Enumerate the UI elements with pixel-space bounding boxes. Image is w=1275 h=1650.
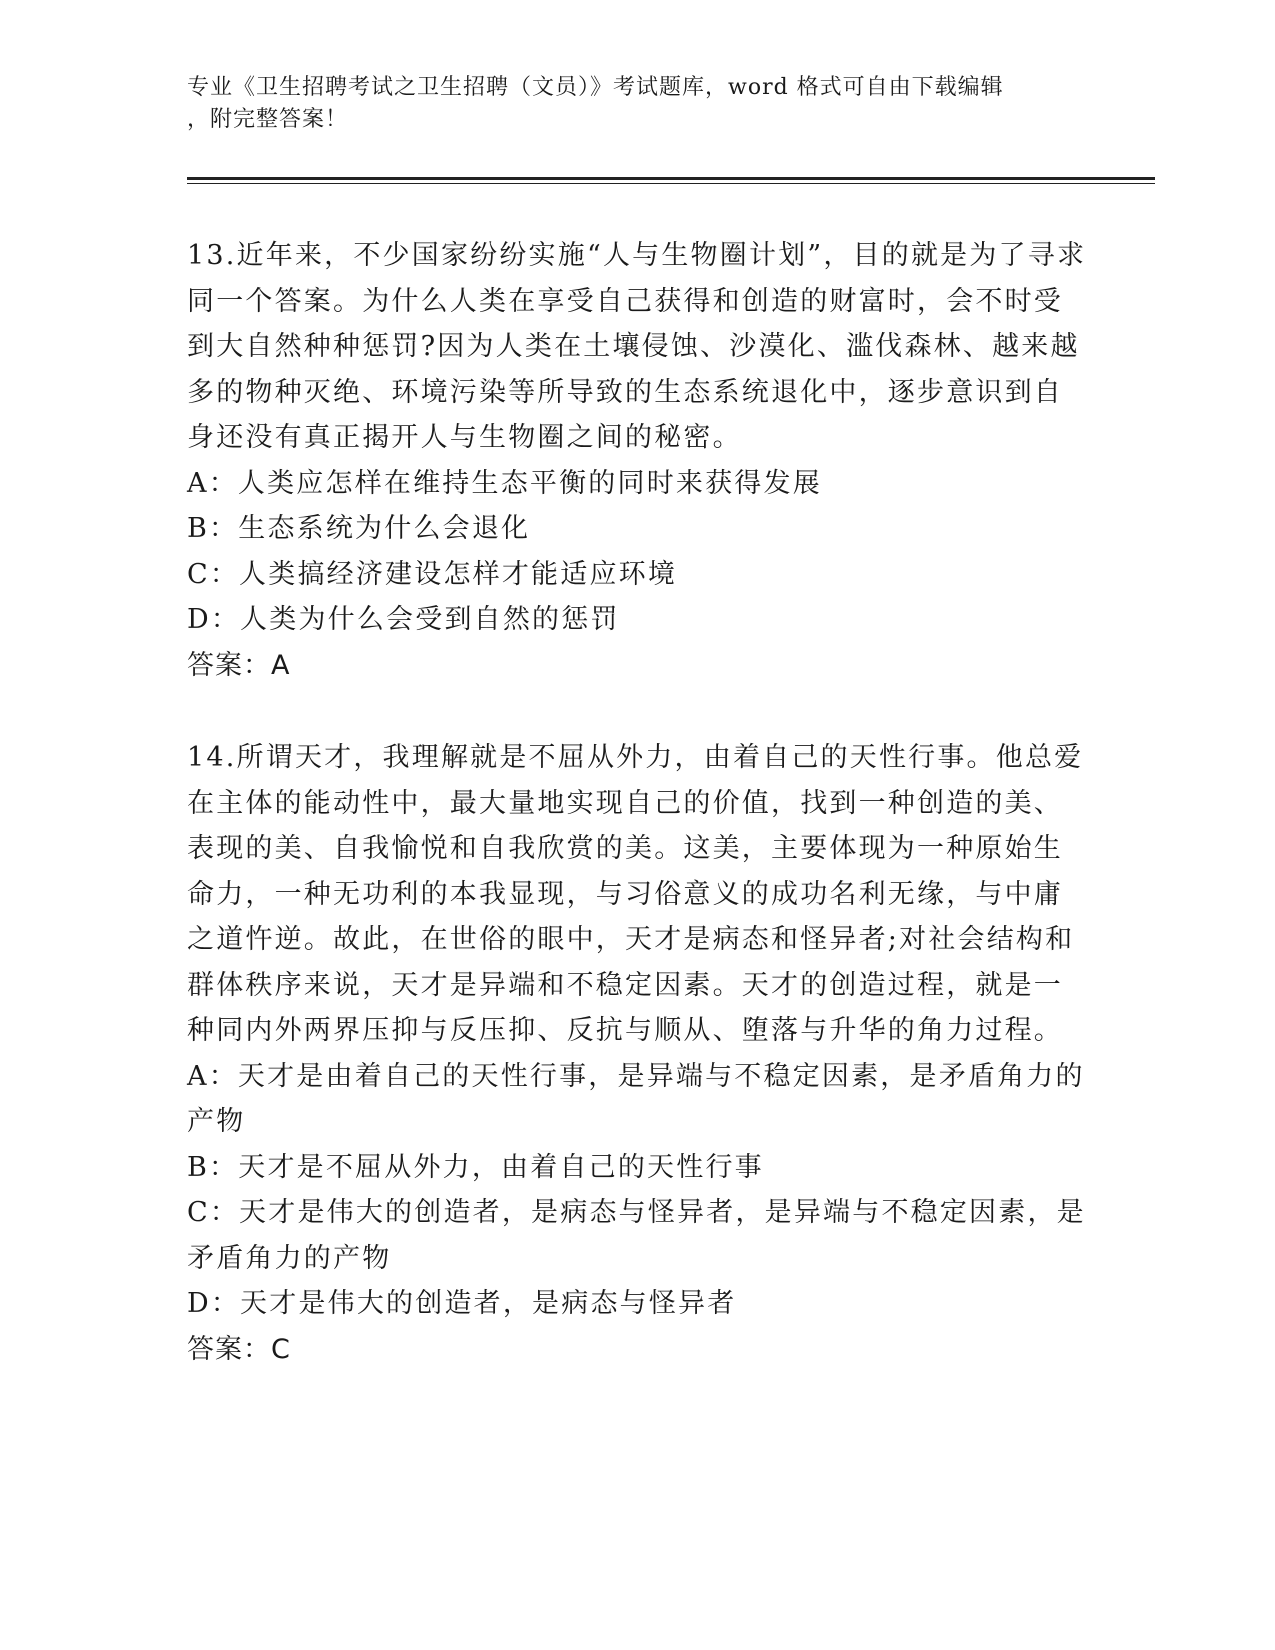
option-b: B：生态系统为什么会退化 [187, 513, 531, 544]
option-a: A：天才是由着自己的天性行事，是异端与不稳定因素，是矛盾角力的产物 [187, 1060, 1085, 1137]
document-header [187, 72, 1087, 136]
option-d: D：天才是伟大的创造者，是病态与怪异者 [187, 1288, 737, 1319]
question-14 [187, 735, 1087, 1372]
question-stem: 14.所谓天才，我理解就是不屈从外力，由着自己的天性行事。他总爱在主体的能动性中，最大量地实现自己的价值，找到一种创造的美、表现的美、自我愉悦和自我欣赏的美。这美，主要体现为一种原始生命力，一种无功利的本我显现，与习俗意义的成功名利无缘，与中庸之道忤逆。故此，在世俗的眼中，天才是病态和怪异者;对社会结构和群体秩序来说，天才是异端和不稳定因素。天才的创造过程，就是一种同内外两界压抑与反压抑、反抗与顺从、堕落与升华的角力过程。 [187, 742, 1084, 1046]
option-c: C：天才是伟大的创造者，是病态与怪异者，是异端与不稳定因素，是矛盾角力的产物 [187, 1197, 1086, 1274]
header-divider [187, 177, 1155, 180]
answer: 答案：C [187, 1333, 291, 1365]
answer: 答案：A [187, 649, 291, 681]
header-line-2: ，附完整答案！ [187, 107, 349, 132]
header-line-1: 专业《卫生招聘考试之卫生招聘（文员）》考试题库，word 格式可自由下载编辑 [187, 75, 1004, 100]
option-b: B：天才是不屈从外力，由着自己的天性行事 [187, 1151, 764, 1183]
question-stem: 13.近年来，不少国家纷纷实施“人与生物圈计划”，目的就是为了寻求同一个答案。为什么人类在享受自己获得和创造的财富时，会不时受到大自然种种惩罚?因为人类在土壤侵蚀、沙漠化、滥伐森林、越来越多的物种灭绝、环境污染等所导致的生态系统退化中，逐步意识到自身还没有真正揭开人与生物圈之间的秘密。 [187, 240, 1087, 453]
question-13 [187, 233, 1087, 688]
header-divider-thin [187, 183, 1155, 184]
option-c: C：人类搞经济建设怎样才能适应环境 [187, 558, 678, 590]
option-d: D：人类为什么会受到自然的惩罚 [187, 604, 620, 635]
option-a: A：人类应怎样在维持生态平衡的同时来获得发展 [187, 467, 822, 499]
